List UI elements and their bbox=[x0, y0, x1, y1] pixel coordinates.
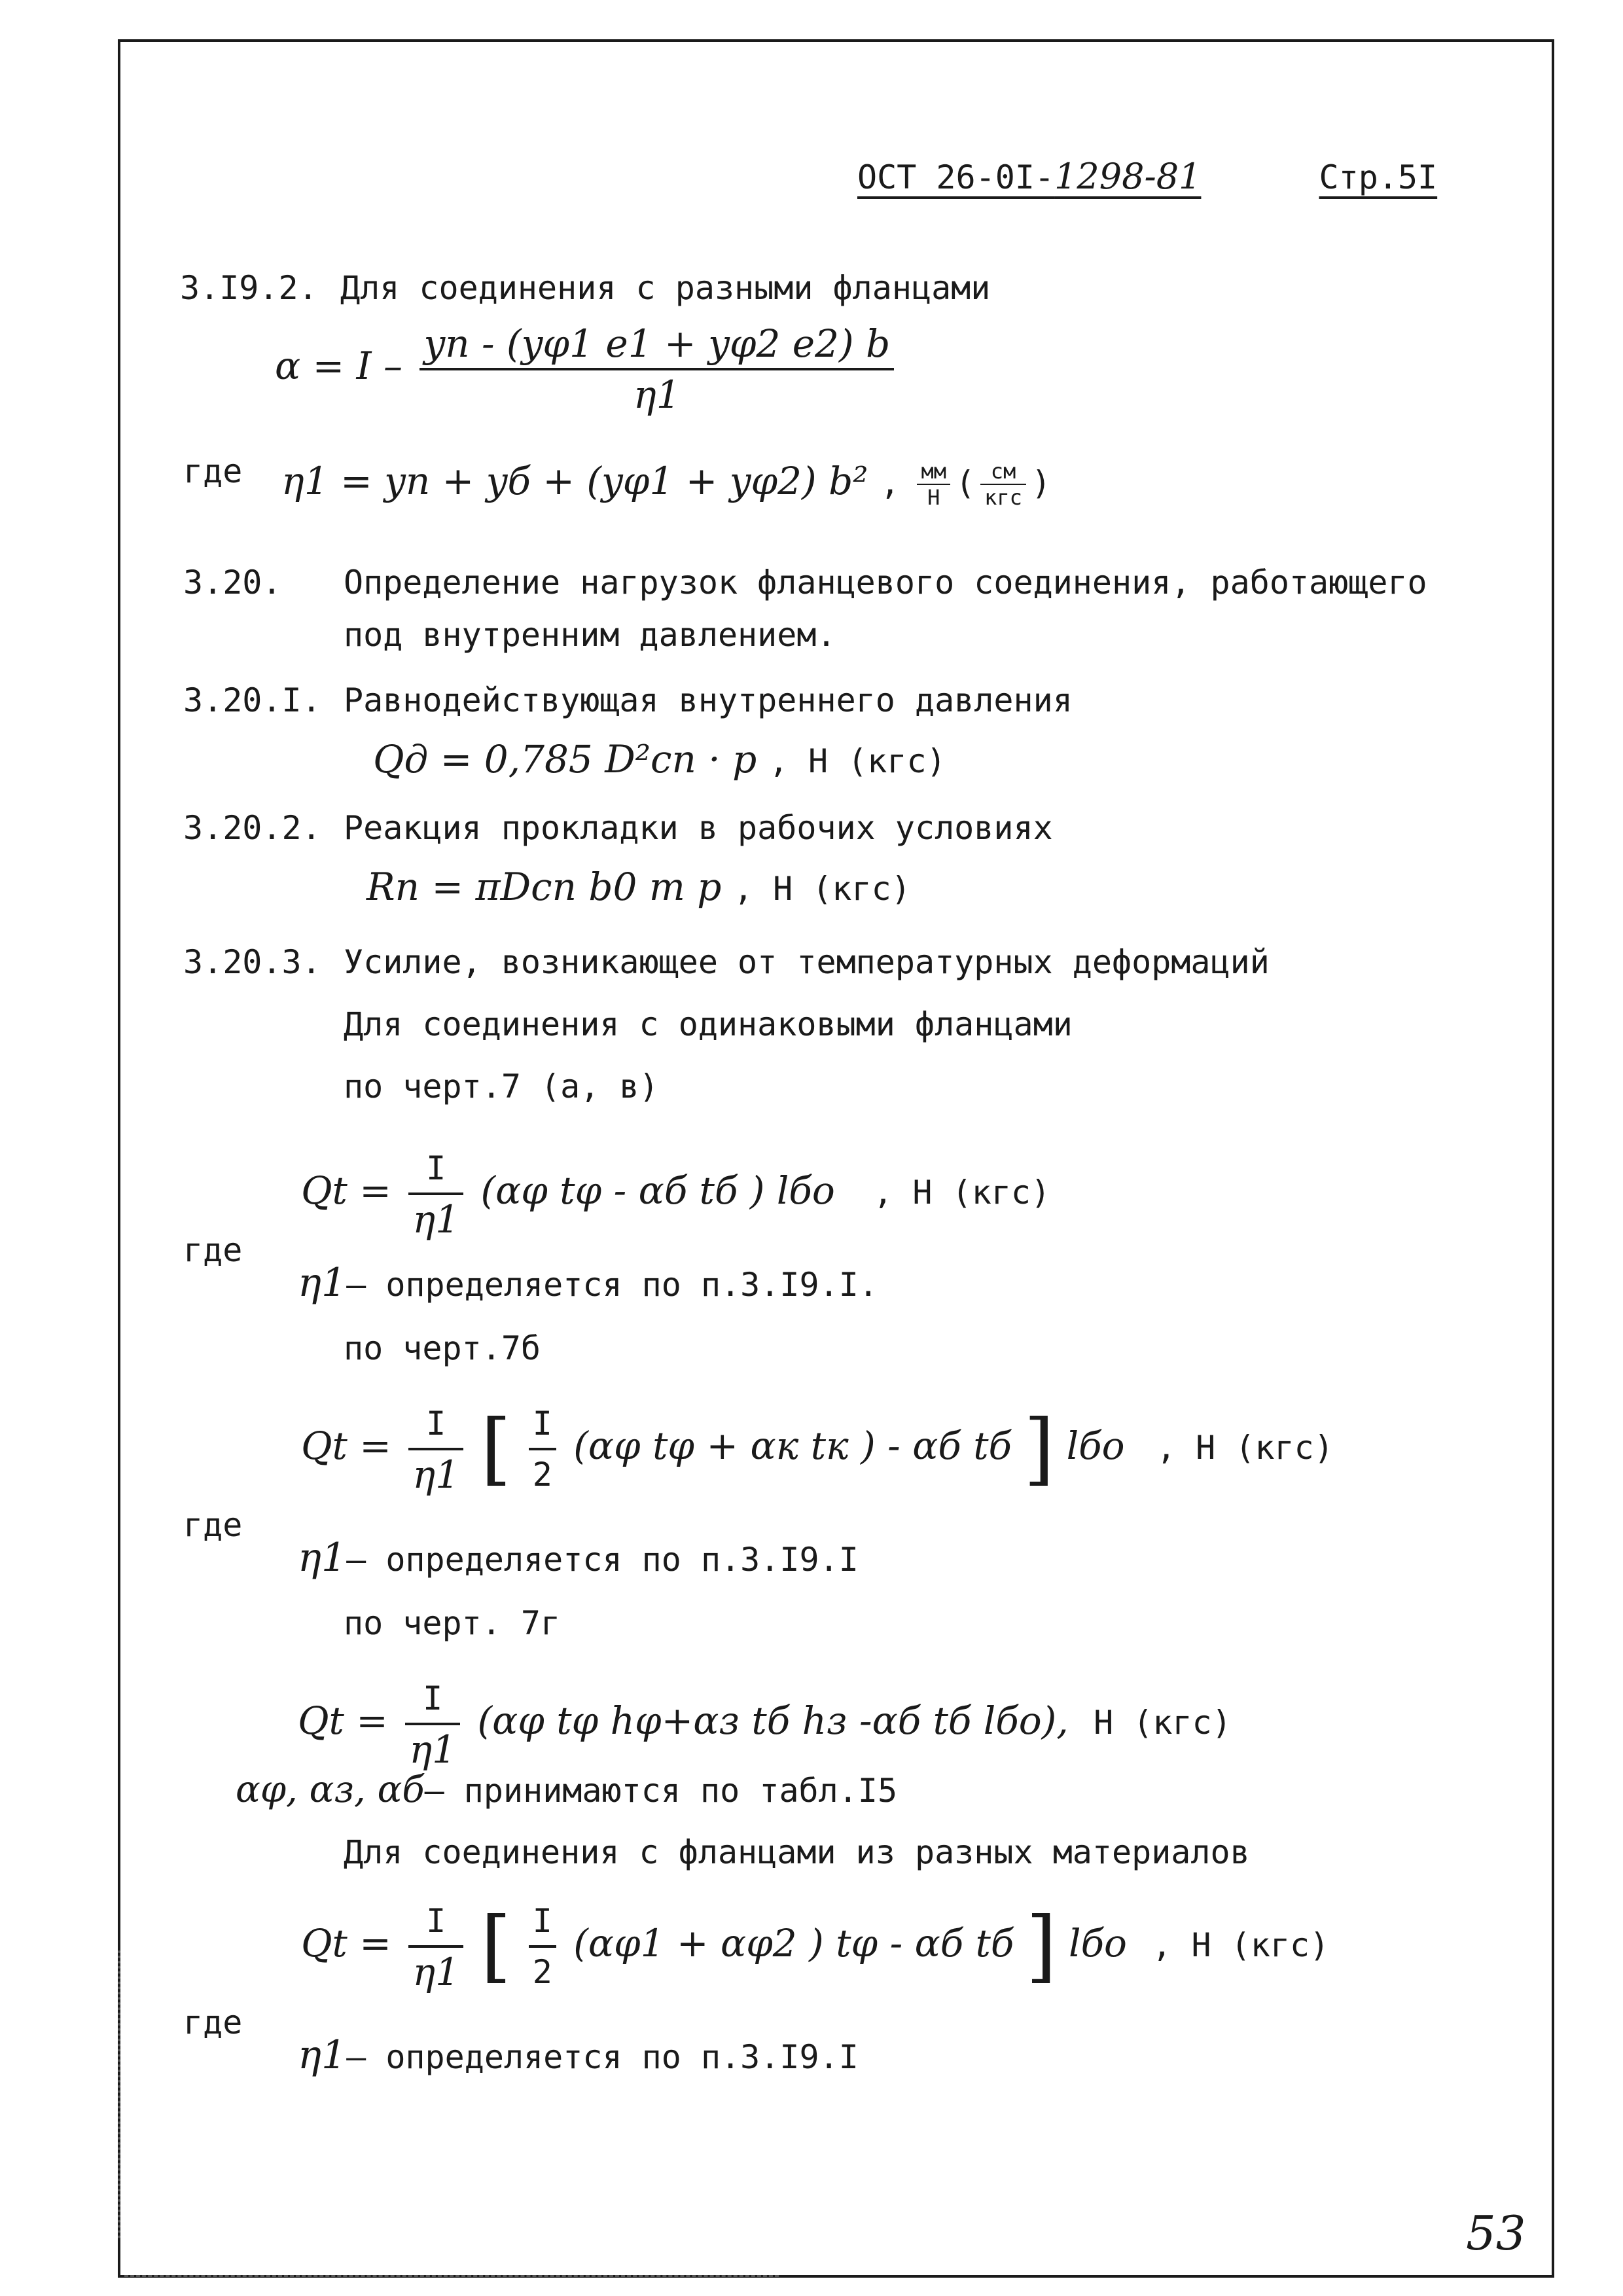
qt1-denominator: η1 bbox=[408, 1193, 463, 1242]
where-label-4: где bbox=[183, 2003, 243, 2041]
qt3-denominator: η1 bbox=[405, 1723, 460, 1772]
qd-unit: , Н (кгс) bbox=[768, 742, 946, 780]
qt2-tail: lбо bbox=[1066, 1424, 1125, 1469]
section-3-20-text-line1: Определение нагрузок фланцевого соединения, работающего bbox=[344, 564, 1427, 601]
same-flanges-subtitle: Для соединения с одинаковыми фланцами bbox=[344, 1005, 1073, 1043]
qt2-lhs: Qt = bbox=[301, 1424, 391, 1469]
doc-code bbox=[857, 158, 1201, 196]
qt4-unit: , Н (кгс) bbox=[1152, 1926, 1330, 1965]
chert-7-av-label: по черт.7 (а, в) bbox=[344, 1067, 659, 1105]
qt2-half bbox=[529, 1401, 556, 1498]
qt4-open-bracket: [ bbox=[480, 1901, 512, 1992]
unit-mm-per-n bbox=[917, 460, 950, 509]
qt1-unit: , Н (кгс) bbox=[873, 1174, 1051, 1212]
qt2-unit: , Н (кгс) bbox=[1156, 1429, 1334, 1467]
qt3-unit: Н (кгс) bbox=[1094, 1704, 1232, 1742]
section-3-20-number: 3.20. bbox=[183, 564, 282, 601]
coef-text: – принимаются по табл.I5 bbox=[424, 1772, 898, 1810]
qt2-inner: (αφ tφ + αк tк ) - αб tб bbox=[573, 1424, 1012, 1469]
qt4-denominator: η1 bbox=[408, 1945, 463, 1995]
qt3-numerator: I bbox=[423, 1679, 443, 1717]
where-3-text: – определяется по п.3.I9.I bbox=[346, 1541, 859, 1579]
qt4-close-bracket: ] bbox=[1026, 1901, 1057, 1992]
unit-cm-per-kgs bbox=[980, 460, 1026, 509]
where-3-line bbox=[298, 1535, 859, 1581]
qd-expression: Qд = 0,785 D²сп · p bbox=[373, 737, 757, 781]
qt4-half-den: 2 bbox=[529, 1945, 556, 1995]
qt4-numerator: I bbox=[426, 1902, 446, 1940]
section-3-20-2-number: 3.20.2. bbox=[183, 809, 321, 847]
eta-expression: η1 = yп + yб + (yφ1 + yφ2) b² bbox=[281, 459, 868, 503]
doc-number-handwritten: 1298-81 bbox=[1054, 156, 1202, 197]
rp-expression: Rп = πDсп b0 m p bbox=[366, 865, 722, 909]
qt4-inner: (αφ1 + αφ2 ) tφ - αб tб bbox=[573, 1921, 1014, 1966]
chert-7b-label: по черт.7б bbox=[344, 1329, 541, 1367]
qt1-fraction bbox=[408, 1145, 463, 1242]
alpha-lhs: α = I – bbox=[275, 344, 402, 389]
coef-line bbox=[236, 1770, 897, 1810]
section-3-19-2-title: Для соединения с разными фланцами bbox=[340, 269, 991, 307]
qt3-rest: (αφ tφ hφ+αз tб hз -αб tб lбо), bbox=[477, 1698, 1069, 1744]
unit-mm: мм bbox=[921, 458, 946, 484]
qt1-lhs: Qt = bbox=[301, 1168, 391, 1213]
rp-unit: , Н (кгс) bbox=[733, 870, 911, 908]
qt1-numerator: I bbox=[426, 1149, 446, 1187]
eta-formula: η1 = yп + yб + (yφ1 + yφ2) b² , $\frac{мм}{Н}$ ( $\frac{см}{\text{кгс}}$ ) bbox=[281, 458, 1051, 510]
where-3-eta: η1 bbox=[298, 1535, 347, 1581]
alpha-fraction bbox=[419, 321, 894, 418]
qt-formula-3 bbox=[298, 1676, 1232, 1772]
qt3-lhs: Qt = bbox=[298, 1698, 388, 1744]
section-3-20-3-title: Усилие, возникающее от температурных деформаций bbox=[344, 943, 1270, 981]
where-4-line bbox=[298, 2032, 859, 2078]
page-label: Стр.5I bbox=[1319, 158, 1438, 196]
qd-formula bbox=[373, 736, 946, 784]
binding-edge-marks bbox=[118, 1950, 124, 2238]
where-4-eta: η1 bbox=[298, 2032, 347, 2078]
qt2-close-bracket: ] bbox=[1024, 1403, 1055, 1494]
section-3-20-1-number: 3.20.I. bbox=[183, 681, 321, 719]
qt-formula-2 bbox=[301, 1401, 1334, 1498]
coef-symbols: αφ, αз, αб bbox=[236, 1768, 425, 1811]
qt2-fraction bbox=[408, 1401, 463, 1498]
where-4-text: – определяется по п.3.I9.I bbox=[346, 2038, 859, 2076]
section-3-19-2-number: 3.I9.2. bbox=[180, 269, 318, 307]
qt4-tail: lбо bbox=[1069, 1921, 1127, 1966]
doc-prefix: ОСТ 26-0I- bbox=[857, 158, 1055, 196]
qt-formula-1 bbox=[301, 1145, 1050, 1242]
where-label-3: где bbox=[183, 1506, 243, 1544]
doc-header bbox=[857, 157, 1437, 197]
bottom-scan-line bbox=[124, 2275, 779, 2277]
where-label-1: где bbox=[183, 452, 243, 490]
unit-cm: см bbox=[990, 458, 1016, 484]
where-2-line bbox=[298, 1260, 878, 1306]
alpha-formula bbox=[275, 321, 899, 418]
rp-formula bbox=[366, 864, 911, 912]
qt2-half-den: 2 bbox=[529, 1448, 556, 1498]
alpha-denominator: η1 bbox=[419, 368, 894, 418]
qt4-half bbox=[529, 1898, 556, 1995]
chert-7g-label: по черт. 7г bbox=[344, 1604, 561, 1642]
qt-formula-4 bbox=[301, 1898, 1329, 1995]
qt3-fraction bbox=[405, 1676, 460, 1772]
where-2-text: – определяется по п.3.I9.I. bbox=[346, 1266, 878, 1304]
qt2-denominator: η1 bbox=[408, 1448, 463, 1498]
qt4-lhs: Qt = bbox=[301, 1921, 391, 1966]
handwritten-page-number: 53 bbox=[1466, 2206, 1526, 2261]
section-3-20-text-line2: под внутренним давлением. bbox=[344, 616, 836, 654]
qt1-rest: (αφ tφ - αб tб ) lбо bbox=[480, 1168, 835, 1213]
unit-n: Н bbox=[917, 484, 950, 509]
qt2-half-num: I bbox=[532, 1405, 552, 1443]
section-3-20-2-title: Реакция прокладки в рабочих условиях bbox=[344, 809, 1053, 847]
section-3-20-3-number: 3.20.3. bbox=[183, 943, 321, 981]
where-2-eta: η1 bbox=[298, 1260, 347, 1306]
alpha-numerator: yп - (yφ1 e1 + yφ2 e2) b bbox=[423, 321, 891, 366]
qt2-numerator: I bbox=[426, 1405, 446, 1443]
diff-materials-title: Для соединения с фланцами из разных материалов bbox=[344, 1833, 1250, 1871]
qt4-half-num: I bbox=[532, 1902, 552, 1940]
where-label-2: где bbox=[183, 1231, 243, 1269]
unit-kgs: кгс bbox=[980, 484, 1026, 509]
qt2-open-bracket: [ bbox=[480, 1403, 512, 1494]
qt4-fraction bbox=[408, 1898, 463, 1995]
section-3-20-1-title: Равнодействующая внутреннего давления bbox=[344, 681, 1073, 719]
